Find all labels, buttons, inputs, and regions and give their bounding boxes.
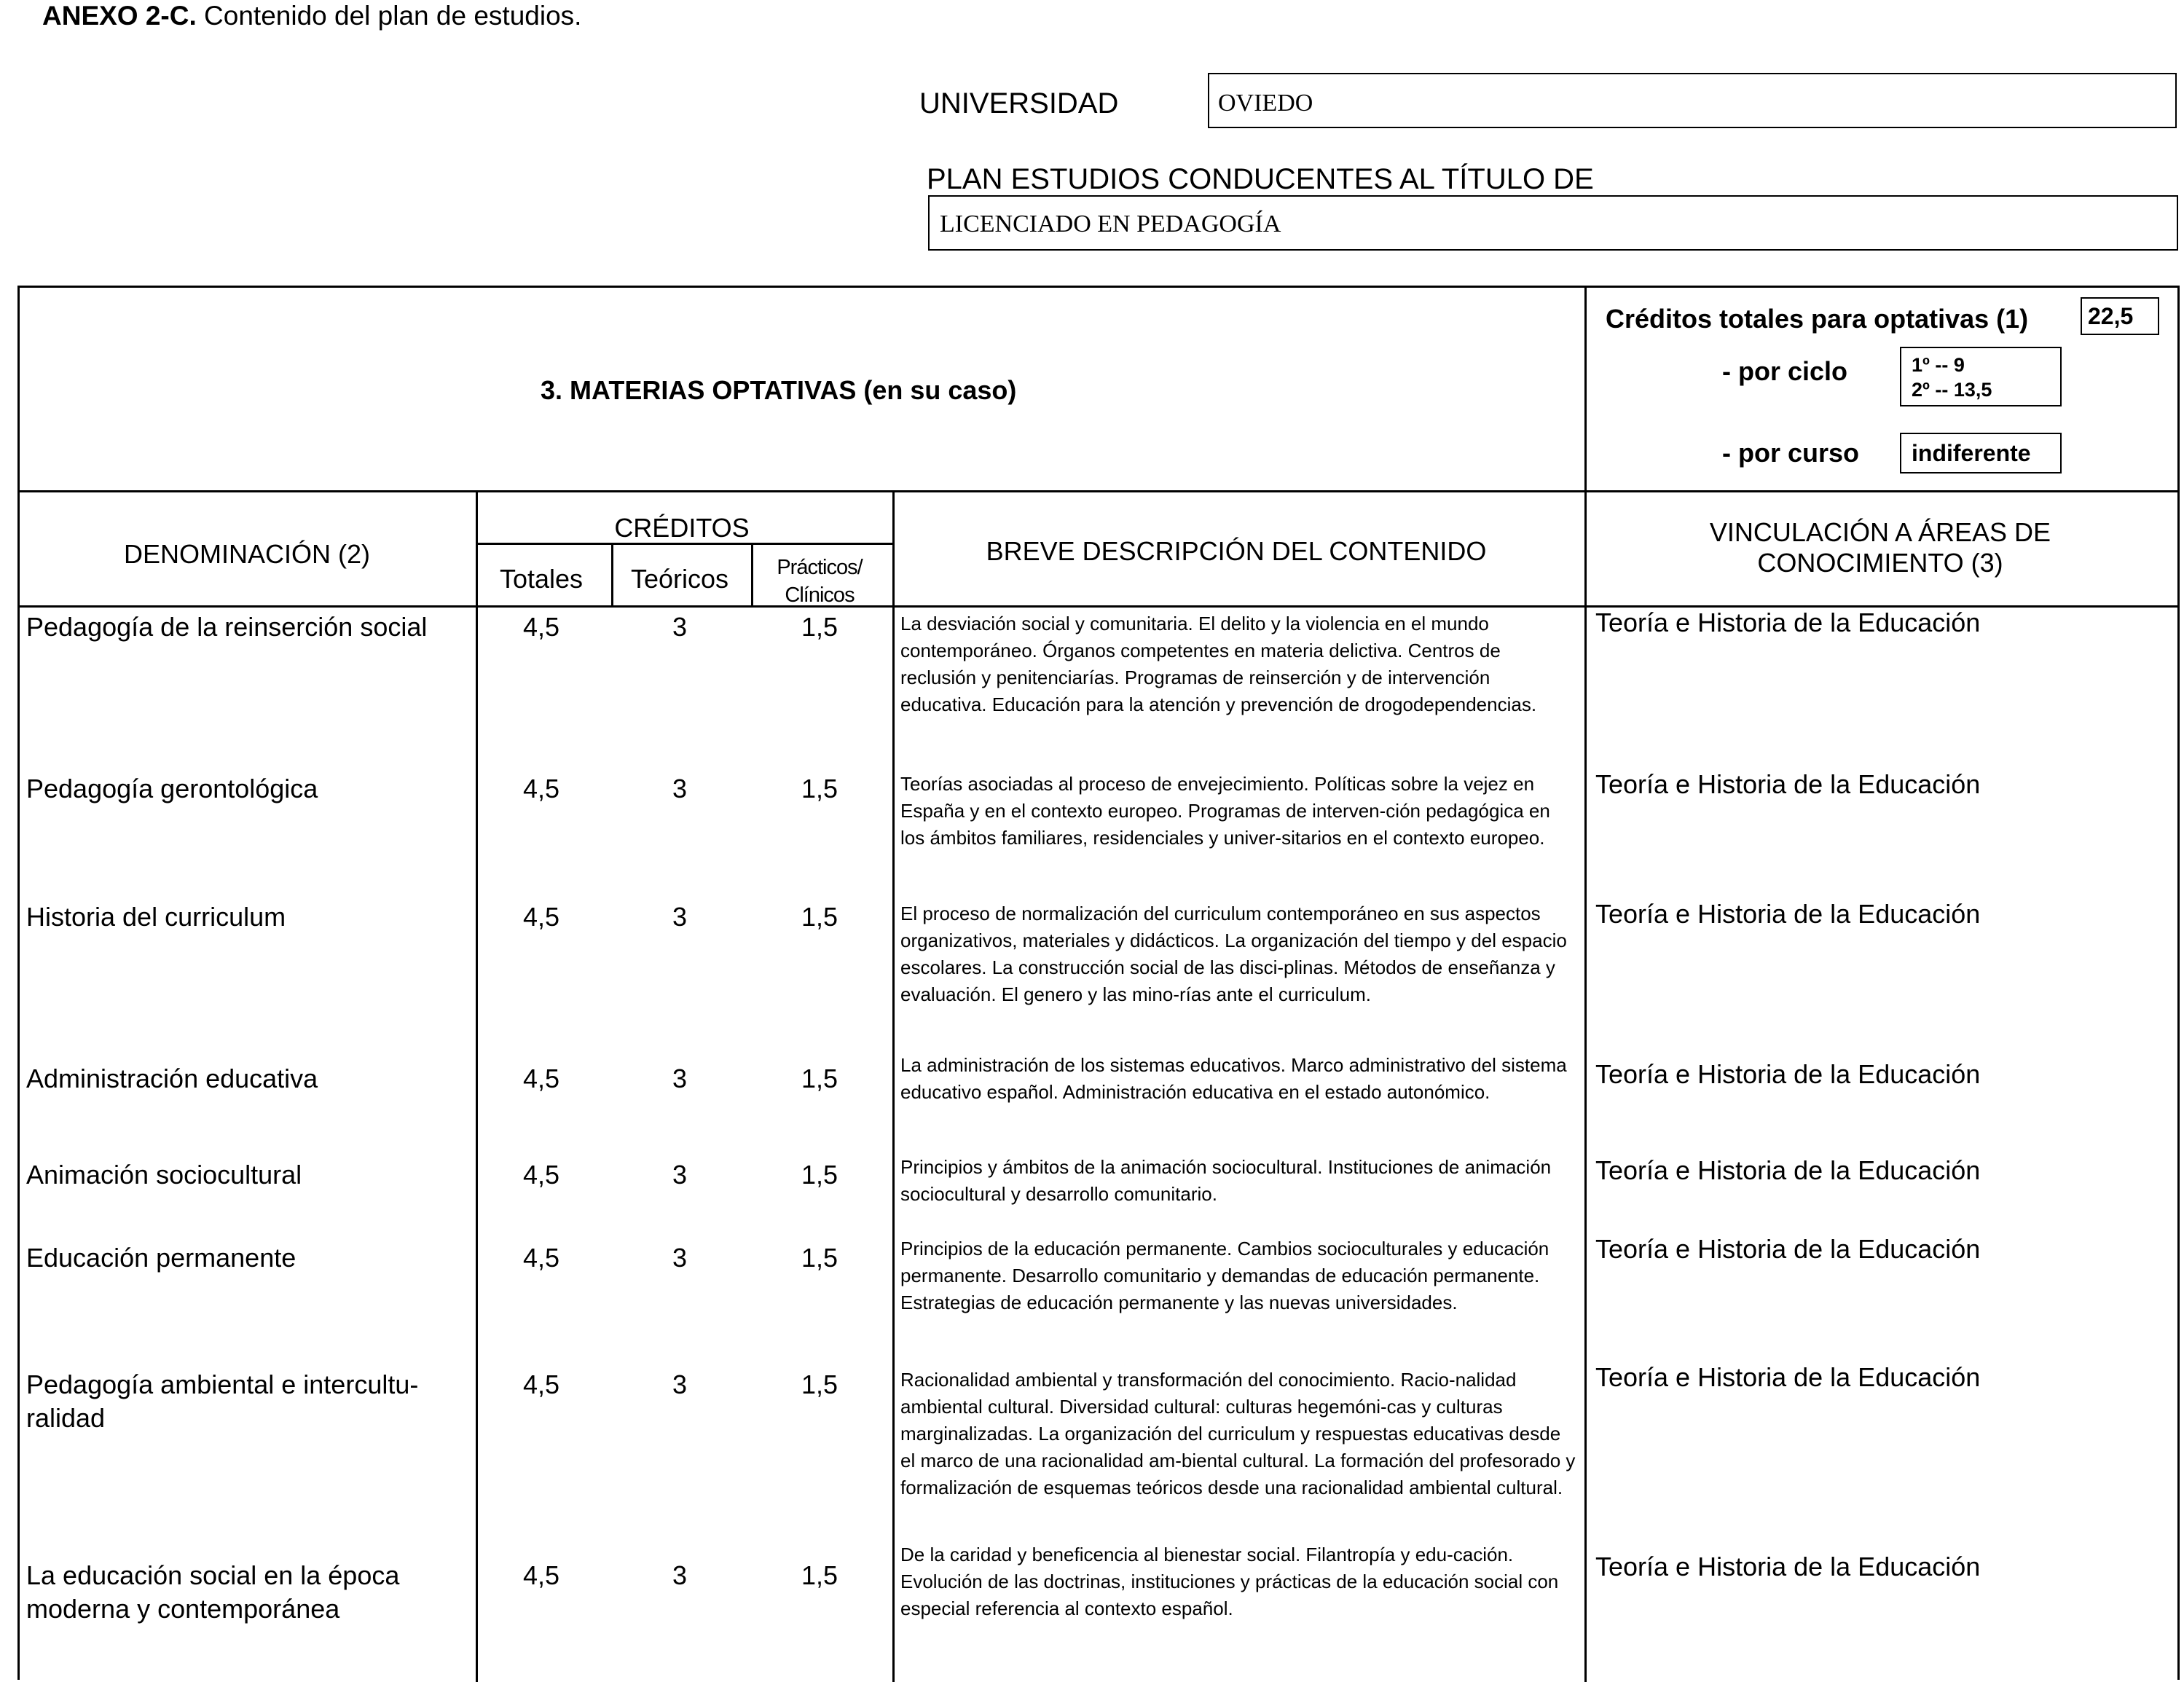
- row-descripcion: Principios y ámbitos de la animación sociocultural. Instituciones de animación sociocultural y desarrollo comunitario.: [900, 1156, 1552, 1205]
- row-totales: 4,5: [522, 1369, 560, 1399]
- column-header-practicos-line1: Prácticos/: [777, 556, 863, 579]
- column-header-descripcion: BREVE DESCRIPCIÓN DEL CONTENIDO: [986, 536, 1487, 566]
- heading-annex-title: Contenido del plan de estudios.: [196, 1, 582, 31]
- row-practicos: 1,5: [801, 1369, 838, 1399]
- row-teoricos: 3: [672, 1160, 688, 1190]
- row-denominacion: Pedagogía de la reinserción social: [26, 612, 428, 642]
- row-denominacion: Animación sociocultural: [26, 1160, 302, 1190]
- row-area: Teoría e Historia de la Educación: [1595, 608, 1981, 637]
- column-header-vinculacion-line2: CONOCIMIENTO (3): [1757, 548, 2003, 578]
- column-header-vinculacion: [1585, 517, 2175, 578]
- row-descripcion: Principios de la educación permanente. Cambios socioculturales y educación permanente. Desarrollo comunitario y demandas de educación permanente. Estrategias de educación permanente y las nuevas universidades.: [900, 1238, 1549, 1313]
- row-denominacion: Administración educativa: [26, 1064, 318, 1093]
- row-descripcion: El proceso de normalización del curriculum contemporáneo en sus aspectos organizativos, materiales y didácticos. La organización del tiempo y del espacio escolares. La construcción social de las disci-plinas. Métodos de enseñanza y evaluación. El genero y las mino-rías ante el curriculum.: [900, 903, 1567, 1005]
- column-header-denominacion: DENOMINACIÓN (2): [123, 539, 370, 569]
- row-descripcion: Teorías asociadas al proceso de envejecimiento. Políticas sobre la vejez en España y en el contexto europeo. Programas de interven-ción pedagógica en los ámbitos familiares, residenciales y univer-sitarios en el contexto europeo.: [900, 773, 1550, 849]
- column-divider-5: [1584, 490, 1587, 1682]
- header-vertical-divider: [1584, 288, 1587, 492]
- universidad-value: OVIEDO: [1218, 90, 1313, 117]
- row-teoricos: 3: [672, 1064, 688, 1093]
- row-totales: 4,5: [522, 1064, 560, 1093]
- row-denominacion: Pedagogía ambiental e intercultu-ralidad: [26, 1369, 419, 1433]
- row-teoricos: 3: [672, 1369, 688, 1399]
- column-header-vinculacion-line1: VINCULACIÓN A ÁREAS DE: [1709, 517, 2051, 547]
- row-practicos: 1,5: [801, 1064, 838, 1093]
- row-teoricos: 3: [672, 1243, 688, 1273]
- column-header-practicos-line2: Clínicos: [785, 583, 855, 607]
- row-teoricos: 3: [672, 902, 688, 932]
- row-denominacion: Educación permanente: [26, 1243, 296, 1273]
- column-header-creditos: CRÉDITOS: [614, 513, 750, 543]
- row-practicos: 1,5: [801, 774, 838, 803]
- plan-value: LICENCIADO EN PEDAGOGÍA: [940, 211, 1281, 237]
- plan-label: PLAN ESTUDIOS CONDUCENTES AL TÍTULO DE: [927, 163, 1594, 195]
- row-totales: 4,5: [522, 774, 560, 803]
- universidad-label: UNIVERSIDAD: [919, 87, 1119, 119]
- row-practicos: 1,5: [801, 1160, 838, 1190]
- column-divider-4: [892, 490, 895, 1682]
- heading-annex-label: ANEXO 2-C.: [42, 1, 197, 31]
- row-totales: 4,5: [522, 902, 560, 932]
- por-ciclo-primero: 1º -- 9: [1912, 354, 1965, 376]
- row-denominacion: Historia del curriculum: [26, 902, 286, 932]
- row-totales: 4,5: [522, 1560, 560, 1590]
- row-area: Teoría e Historia de la Educación: [1595, 899, 1981, 929]
- row-descripcion: La administración de los sistemas educativos. Marco administrativo del sistema educativo español. Administración educativa en el estado autonómico.: [900, 1054, 1567, 1103]
- row-totales: 4,5: [522, 612, 560, 642]
- row-practicos: 1,5: [801, 1560, 838, 1590]
- row-teoricos: 3: [672, 774, 688, 803]
- row-area: Teoría e Historia de la Educación: [1595, 1059, 1981, 1089]
- row-teoricos: 3: [672, 612, 688, 642]
- plan-field: [928, 195, 2178, 251]
- row-practicos: 1,5: [801, 902, 838, 932]
- por-ciclo-label: - por ciclo: [1722, 356, 1848, 386]
- universidad-field: [1208, 73, 2177, 128]
- row-area: Teoría e Historia de la Educación: [1595, 769, 1981, 799]
- row-denominacion: Pedagogía gerontológica: [26, 774, 318, 803]
- por-curso-label: - por curso: [1722, 438, 1860, 468]
- row-denominacion: La educación social en la época moderna y contemporánea: [26, 1560, 400, 1624]
- column-header-teoricos: Teóricos: [630, 564, 729, 594]
- page-heading: [42, 0, 581, 32]
- row-descripcion: De la caridad y beneficencia al bienestar social. Filantropía y edu-cación. Evolución de las doctrinas, instituciones y prácticas de la educación social con especial referencia al contexto español.: [900, 1544, 1559, 1619]
- por-ciclo-segundo: 2º -- 13,5: [1912, 379, 1992, 401]
- row-totales: 4,5: [522, 1243, 560, 1273]
- creditos-totales-value: 22,5: [2081, 297, 2159, 335]
- column-header-totales: Totales: [499, 564, 584, 594]
- row-area: Teoría e Historia de la Educación: [1595, 1552, 1981, 1581]
- row-area: Teoría e Historia de la Educación: [1595, 1362, 1981, 1392]
- por-ciclo-box: [1900, 347, 2062, 406]
- creditos-totales-label: Créditos totales para optativas (1): [1606, 304, 2029, 334]
- row-practicos: 1,5: [801, 1243, 838, 1273]
- por-curso-value: indiferente: [1900, 433, 2062, 473]
- row-teoricos: 3: [672, 1560, 688, 1590]
- header-divider: [20, 490, 2177, 492]
- row-practicos: 1,5: [801, 612, 838, 642]
- column-header-practicos: [750, 554, 889, 609]
- section-title: 3. MATERIAS OPTATIVAS (en su caso): [541, 375, 1017, 405]
- row-totales: 4,5: [522, 1160, 560, 1190]
- row-descripcion: Racionalidad ambiental y transformación del conocimiento. Racio-nalidad ambiental cultural. Diversidad cultural: culturas hegemóni-cas y culturas marginalizadas. La organización del curriculum y respuestas educativas desde el marco de una racionalidad am-biental cultural. La formación del profesorado y formalización de esquemas teóricos desde una racionalidad ambiental cultural.: [900, 1369, 1576, 1498]
- row-descripcion: La desviación social y comunitaria. El delito y la violencia en el mundo contemporáneo. Órganos competentes en materia delictiva. Centros de reclusión y penitenciarías. Programas de reinserción y de intervención educativa. Educación para la atención y prevención de drogodependencias.: [900, 613, 1537, 715]
- row-area: Teoría e Historia de la Educación: [1595, 1155, 1981, 1185]
- row-area: Teoría e Historia de la Educación: [1595, 1234, 1981, 1264]
